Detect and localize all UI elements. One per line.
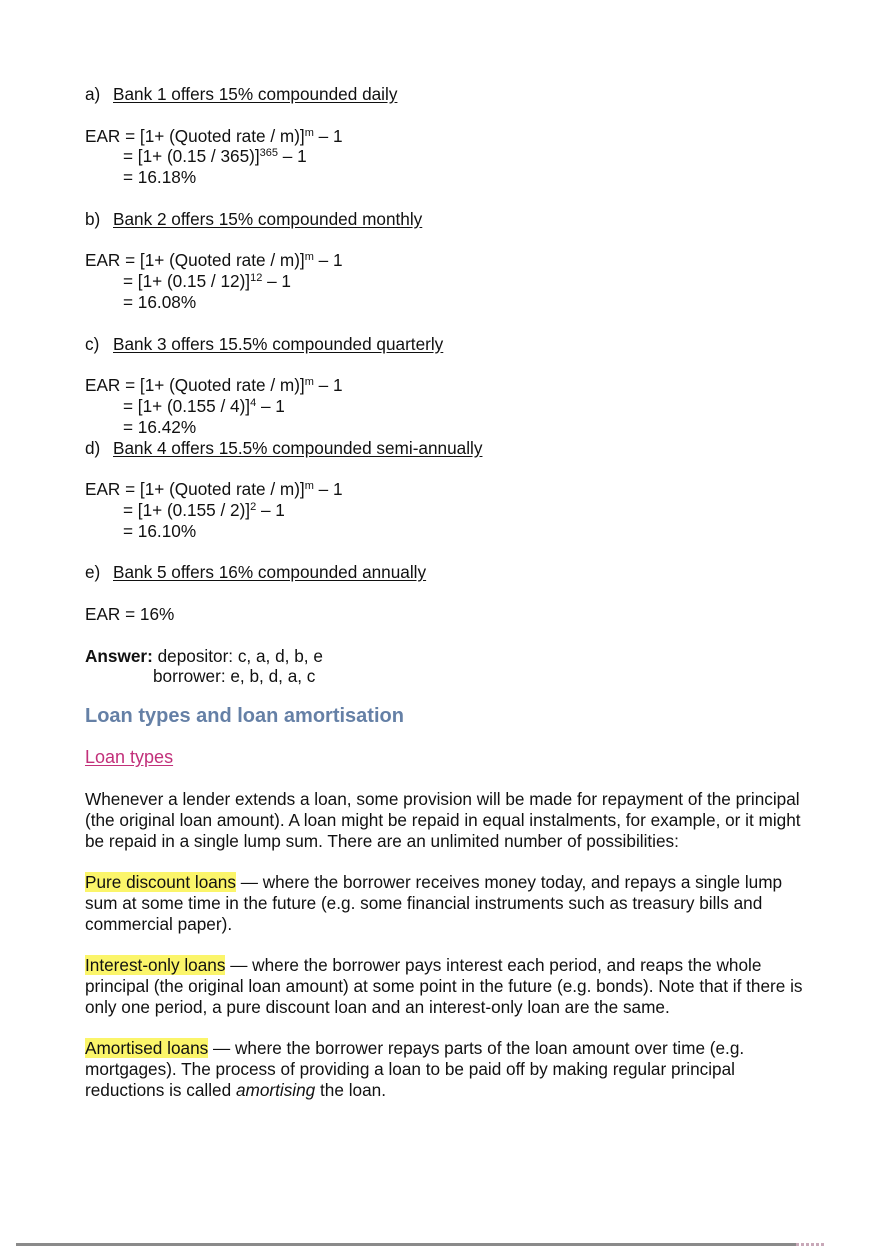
problem-a-result: = 16.18% <box>123 167 197 188</box>
problem-d-formula: EAR = [1+ (Quoted rate / m)]$^m$ – 1 <box>85 479 343 500</box>
loan-type-interest-only: Interest-only loans — where the borrower pays interest each period, and reaps the whole principal (the original loan amount) at some point in the future (e.g. bonds). Note that if there is only one period, a pure discount loan and an interest-only loan are the same. <box>85 955 803 1017</box>
problem-b-formula: EAR = [1+ (Quoted rate / m)]$^m$ – 1 <box>85 250 343 271</box>
highlighted-term: Pure discount loans <box>85 872 236 893</box>
problem-b-result: = 16.08% <box>123 291 197 312</box>
problem-c-title: c) Bank 3 offers 15.5% compounded quarterly <box>85 333 444 354</box>
intro-paragraph: Whenever a lender extends a loan, some provision will be made for repayment of the principal (the original loan amount). A loan might be repaid in equal instalments, for example, or it might be repaid in a single lump sum. There are an unlimited number of possibilities: <box>85 788 801 851</box>
page-bottom-rule <box>16 1243 796 1246</box>
subsection-heading: Loan types <box>85 747 174 768</box>
problem-c-formula: EAR = [1+ (Quoted rate / m)]$^m$ – 1 <box>85 375 343 396</box>
problem-e-title: e) Bank 5 offers 16% compounded annually <box>85 562 427 583</box>
problem-c-result: = 16.42% <box>123 416 197 437</box>
loan-type-pure-discount: Pure discount loans — where the borrower receives money today, and repays a single lump sum at some time in the future (e.g. some financial instruments such as treasury bills and commercial paper). <box>85 872 783 934</box>
problem-e-result: EAR = 16% <box>85 603 175 624</box>
answer-borrower: borrower: e, b, d, a, c <box>153 666 316 687</box>
highlighted-term: Interest-only loans <box>85 955 226 976</box>
loan-type-amortised: Amortised loans — where the borrower repays parts of the loan amount over time (e.g. mortgages). The process of providing a loan to be paid off by making regular principal reductions is called amortising the loan. <box>85 1038 745 1101</box>
document-page <box>85 84 805 1101</box>
section-heading: Loan types and loan amortisation <box>85 705 404 728</box>
problem-d-result: = 16.10% <box>123 520 197 541</box>
problem-a-title: a) Bank 1 offers 15% compounded daily <box>85 84 398 104</box>
answer-depositor: Answer: depositor: c, a, d, b, e <box>85 645 323 666</box>
problem-b-step: = $[1+ (0.15 / 12)]^{12} - 1$ <box>123 271 291 292</box>
problem-a-step: = $[1+ (0.15 / 365)]^{365} - 1$ <box>123 146 307 167</box>
problem-d-step: = $[1+ (0.155 / 2)]^2 - 1$ <box>123 499 285 520</box>
problem-a-formula: EAR = [1+ (Quoted rate / m)]$^m$ – 1 <box>85 125 343 146</box>
page-bottom-marks <box>796 1243 826 1246</box>
answer-label: Answer: <box>85 645 153 666</box>
problem-d-title: d) Bank 4 offers 15.5% compounded semi-annually <box>85 437 483 458</box>
problem-b-title: b) Bank 2 offers 15% compounded monthly <box>85 208 423 229</box>
problem-c-step: = $[1+ (0.155 / 4)]^4 - 1$ <box>123 395 285 416</box>
highlighted-term: Amortised loans <box>85 1038 209 1059</box>
